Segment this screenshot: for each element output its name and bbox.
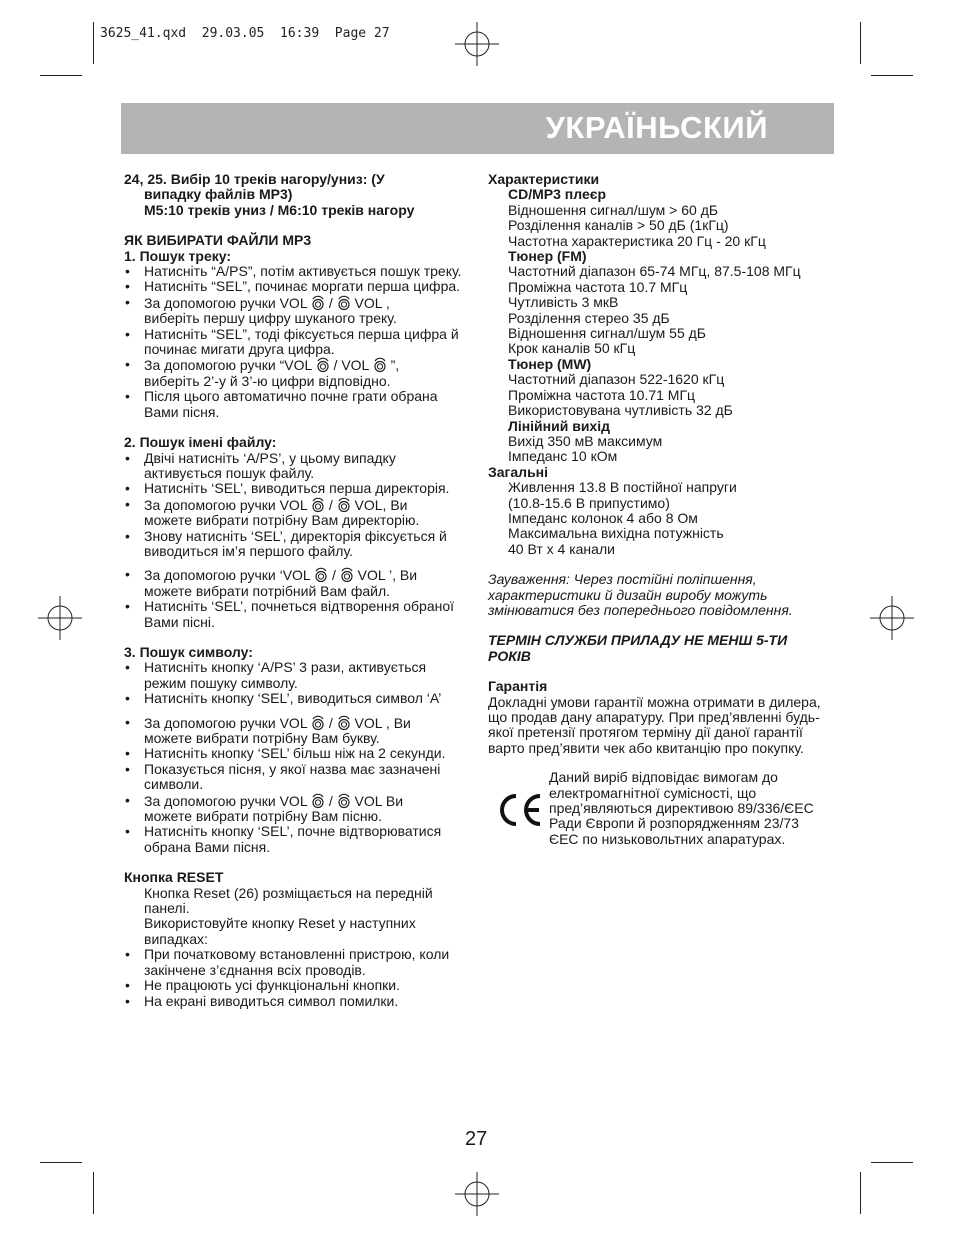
spec-line: Розділення стерео 35 дБ bbox=[508, 309, 670, 326]
list-item: • Натисніть “SEL”, тоді фіксується перша цифра й починає мигати друга цифра. bbox=[124, 327, 469, 358]
ce-compliance-text: Даний виріб відповідає вимогам до електромагнітної сумісності, що пред’являються директивою 89/336/ЄЕС Ради Європи й розпорядженням 23/73 ЄЕС по низьковольтних апаратурах. bbox=[549, 769, 814, 847]
spec-line: Частотний діапазон 522-1620 кГц bbox=[508, 371, 725, 388]
spec-line: Використовувана чутливість 32 дБ bbox=[508, 402, 733, 419]
spec-line: Імпеданс колонок 4 або 8 Ом bbox=[508, 509, 698, 526]
service-life-text: ТЕРМІН СЛУЖБИ ПРИЛАДУ НЕ МЕНШ 5-ТИ РОКІВ bbox=[488, 632, 788, 664]
fm-heading: Тюнер (FM) bbox=[508, 248, 587, 265]
vol-knob-right-icon bbox=[337, 715, 351, 731]
page-number: 27 bbox=[465, 1128, 488, 1150]
vol-knob-right-icon bbox=[337, 497, 351, 513]
mw-heading: Тюнер (MW) bbox=[508, 355, 592, 372]
note-text: Зауваження: Через постійні поліпшення, характеристики й дизайн виробу можуть змінюватися без попереднього повідомлення. bbox=[488, 571, 793, 618]
section-24-heading: 24, 25. Вибір 10 треків нагору/униз: (У випадку файлів MP3) M5:10 треків униз / M6:10 треків нагору bbox=[124, 171, 415, 218]
symbol-search-heading: 3. Пошук символу: bbox=[124, 643, 253, 660]
list-item: • За допомогою ручки VOL / VOL , виберіть першу цифру шуканого треку. bbox=[124, 295, 469, 327]
list-item: • Натисніть ‘SEL’, виводиться перша директорія. bbox=[124, 481, 469, 496]
crop-mark bbox=[93, 22, 94, 64]
language-banner bbox=[121, 103, 834, 154]
left-column bbox=[124, 172, 469, 1009]
vol-knob-right-icon bbox=[340, 567, 354, 583]
list-item: • Натисніть “A/PS”, потім активується пошук треку. bbox=[124, 264, 469, 279]
list-item: • Після цього автоматично почне грати обрана Вами пісня. bbox=[124, 389, 469, 420]
vol-knob-left-icon bbox=[311, 295, 325, 311]
spec-line: Живлення 13.8 В постійної напруги bbox=[508, 479, 737, 496]
list-item: • Натисніть кнопку ‘SEL’, почне відтворюватися обрана Вами пісня. bbox=[124, 824, 469, 855]
spec-line: Проміжна частота 10.7 МГц bbox=[508, 278, 688, 295]
list-item: • Знову натисніть ‘SEL’, директорія фіксується й виводиться ім’я першого файлу. bbox=[124, 529, 469, 560]
ce-mark-icon bbox=[496, 790, 544, 830]
list-item: • Двічі натисніть ‘A/PS’, у цьому випадку активується пошук файлу. bbox=[124, 451, 469, 482]
vol-knob-left-icon bbox=[311, 497, 325, 513]
spec-line: Частотний діапазон 65-74 МГц, 87.5-108 МГц bbox=[508, 263, 801, 280]
crop-mark bbox=[40, 75, 82, 76]
list-item: • Натисніть “SEL”, починає моргати перша цифра. bbox=[124, 279, 469, 294]
right-column bbox=[488, 172, 828, 870]
print-slug: 3625_41.qxd 29.03.05 16:39 Page 27 bbox=[100, 26, 390, 41]
page-title: УКРАЇНЬСКИЙ bbox=[545, 110, 768, 145]
crop-mark bbox=[871, 75, 913, 76]
reset-paragraph: Кнопка Reset (26) розміщається на передній панелі. bbox=[144, 884, 433, 917]
track-search-heading: 1. Пошук треку: bbox=[124, 247, 231, 264]
spec-line: Вихід 350 мВ максимум bbox=[508, 432, 663, 449]
spec-line: Відношення сигнал/шум > 60 дБ bbox=[508, 201, 719, 218]
crop-mark bbox=[871, 1162, 913, 1163]
spec-line: (10.8-15.6 В припустимо) bbox=[508, 494, 670, 511]
spec-line: 40 Вт x 4 канали bbox=[508, 540, 615, 557]
registration-mark-icon bbox=[455, 1172, 499, 1216]
registration-mark-icon bbox=[38, 596, 82, 640]
vol-knob-left-icon bbox=[316, 357, 330, 373]
warranty-heading: Гарантія bbox=[488, 678, 548, 695]
vol-knob-right-icon bbox=[373, 357, 387, 373]
general-heading: Загальні bbox=[488, 463, 549, 480]
list-item: • Не працюють усі функціональні кнопки. bbox=[124, 978, 469, 993]
specs-heading: Характеристики bbox=[488, 171, 600, 187]
vol-knob-left-icon bbox=[314, 567, 328, 583]
registration-mark-icon bbox=[870, 596, 914, 640]
crop-mark bbox=[93, 1172, 94, 1214]
spec-line: Відношення сигнал/шум 55 дБ bbox=[508, 325, 706, 342]
list-item: • За допомогою ручки VOL / VOL, Ви можете вибрати потрібну Вам директорію. bbox=[124, 497, 469, 529]
list-item: • За допомогою ручки ‘VOL / VOL ’, Ви можете вибрати потрібний Вам файл. bbox=[124, 567, 469, 599]
list-item: • За допомогою ручки VOL / VOL Ви можете вибрати потрібну Вам пісню. bbox=[124, 793, 469, 825]
vol-knob-left-icon bbox=[311, 715, 325, 731]
list-item: • На екрані виводиться символ помилки. bbox=[124, 994, 469, 1009]
list-item: • За допомогою ручки VOL / VOL , Ви можете вибрати потрібну Вам букву. bbox=[124, 715, 469, 747]
list-item: • Натисніть кнопку ‘SEL’ більш ніж на 2 секунди. bbox=[124, 746, 469, 761]
spec-line: Крок каналів 50 кГц bbox=[508, 340, 636, 357]
ce-compliance-block bbox=[488, 770, 828, 870]
warranty-text: Докладні умови гарантії можна отримати в дилера, що продав дану апаратуру. При пред’явленні будь-якої претензії протягом терміну дії даної гарантії варто пред’явити чек або квитанцію про покупку. bbox=[488, 693, 821, 756]
crop-mark bbox=[860, 1172, 861, 1214]
line-out-heading: Лінійний вихід bbox=[508, 417, 610, 434]
file-search-heading: 2. Пошук імені файлу: bbox=[124, 434, 277, 451]
vol-knob-left-icon bbox=[311, 793, 325, 809]
cd-heading: CD/MP3 плеєр bbox=[508, 186, 607, 203]
crop-mark bbox=[40, 1162, 82, 1163]
crop-mark bbox=[860, 22, 861, 64]
list-item: • Показується пісня, у якої назва має зазначені символи. bbox=[124, 762, 469, 793]
list-item: • Натисніть кнопку ‘SEL’, виводиться символ ‘A’ bbox=[124, 691, 469, 706]
list-item: • Натисніть ‘SEL’, почнеться відтворення обраної Вами пісні. bbox=[124, 599, 469, 630]
reset-paragraph: Використовуйте кнопку Reset у наступних випадках: bbox=[144, 915, 416, 947]
spec-line: Частотна характеристика 20 Гц - 20 кГц bbox=[508, 232, 766, 249]
list-item: • При початковому встановленні пристрою, коли закінчене з’єднання всіх проводів. bbox=[124, 947, 469, 978]
list-item: • За допомогою ручки “VOL / VOL ”, виберіть 2’-у й 3’-ю цифри відповідно. bbox=[124, 357, 469, 389]
reset-heading: Кнопка RESET bbox=[124, 869, 224, 886]
registration-mark-icon bbox=[455, 22, 499, 66]
list-item: • Натисніть кнопку ‘A/PS’ 3 рази, активується режим пошуку символу. bbox=[124, 660, 469, 691]
spec-line: Розділення каналів > 50 дБ (1кГц) bbox=[508, 217, 729, 234]
spec-line: Чутливість 3 мкВ bbox=[508, 294, 619, 311]
vol-knob-right-icon bbox=[337, 793, 351, 809]
spec-line: Проміжна частота 10.71 МГц bbox=[508, 386, 696, 403]
vol-knob-right-icon bbox=[337, 295, 351, 311]
spec-line: Максимальна вихідна потужність bbox=[508, 525, 724, 542]
mp3-selection-heading: ЯК ВИБИРАТИ ФАЙЛИ MP3 bbox=[124, 232, 312, 249]
spec-line: Імпеданс 10 кОм bbox=[508, 448, 618, 465]
